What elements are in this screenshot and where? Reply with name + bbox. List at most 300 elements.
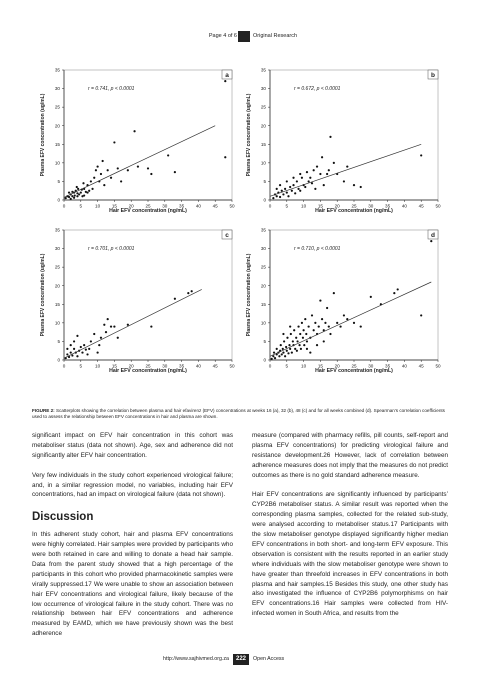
scatter-panel-d xyxy=(242,226,444,374)
figure-caption xyxy=(32,408,452,421)
data-point xyxy=(313,169,315,171)
data-point xyxy=(113,141,115,143)
x-tick-label: 5 xyxy=(79,363,83,369)
y-axis-label: Plasma EFV concentration (ug/mL) xyxy=(246,93,252,177)
data-point xyxy=(282,351,284,353)
y-tick-label: 30 xyxy=(54,86,60,92)
data-point xyxy=(346,165,348,167)
page-number-label: Page 4 of 6 xyxy=(208,33,237,39)
y-tick-label: 25 xyxy=(260,104,266,110)
data-point xyxy=(286,180,288,182)
y-tick-label: 15 xyxy=(260,141,266,147)
y-tick-label: 35 xyxy=(260,67,266,73)
correlation-annotation: r = 0.701, p < 0.0001 xyxy=(88,246,135,252)
x-tick-label: 35 xyxy=(385,363,391,369)
y-tick-label: 25 xyxy=(260,264,266,270)
data-point xyxy=(321,318,323,320)
correlation-annotation: r = 0.710, p < 0.0001 xyxy=(294,246,341,252)
data-point xyxy=(80,191,82,193)
x-tick-label: 0 xyxy=(268,203,272,209)
data-point xyxy=(303,344,305,346)
scatter-panel-a xyxy=(36,66,238,214)
y-tick-label: 0 xyxy=(57,197,60,203)
data-point xyxy=(120,180,122,182)
data-point xyxy=(90,340,92,342)
y-tick-label: 30 xyxy=(260,86,266,92)
data-point xyxy=(279,184,281,186)
data-point xyxy=(292,177,294,179)
x-tick-label: 45 xyxy=(418,203,424,209)
data-point xyxy=(71,354,73,356)
data-point xyxy=(328,169,330,171)
y-axis-label: Plasma EFV concentration (ug/mL) xyxy=(40,253,46,337)
data-point xyxy=(281,353,283,355)
data-point xyxy=(329,333,331,335)
data-point xyxy=(91,188,93,190)
data-point xyxy=(302,337,304,339)
x-tick-label: 0 xyxy=(62,363,66,369)
y-tick-label: 15 xyxy=(54,301,60,307)
data-point xyxy=(316,165,318,167)
data-point xyxy=(289,348,291,350)
x-tick-label: 5 xyxy=(285,363,289,369)
data-point xyxy=(311,314,313,316)
x-tick-label: 10 xyxy=(301,203,307,209)
y-tick-label: 5 xyxy=(263,339,266,345)
x-tick-label: 45 xyxy=(212,203,218,209)
y-tick-label: 20 xyxy=(260,283,266,289)
data-point xyxy=(76,335,78,337)
x-tick-label: 30 xyxy=(368,203,374,209)
data-point xyxy=(297,325,299,327)
data-point xyxy=(360,186,362,188)
data-point xyxy=(78,193,80,195)
x-axis-label: Hair EFV concentration (ng/mL) xyxy=(109,208,187,214)
y-tick-label: 5 xyxy=(263,179,266,185)
data-point xyxy=(68,196,70,198)
data-point xyxy=(71,191,73,193)
data-point xyxy=(137,165,139,167)
data-point xyxy=(276,188,278,190)
data-point xyxy=(304,186,306,188)
y-tick-label: 5 xyxy=(57,179,60,185)
paragraph: Very few individuals in the study cohort experienced virological failure; and, in a similar regression model, no variables, including hair EFV concentrations, had an impact on virological failure (data not shown). xyxy=(32,471,233,499)
regression-line xyxy=(270,144,421,196)
data-point xyxy=(81,351,83,353)
figure-label: FIGURE 2: xyxy=(32,408,55,413)
data-point xyxy=(76,195,78,197)
data-point xyxy=(85,349,87,351)
data-point xyxy=(321,156,323,158)
data-point xyxy=(316,344,318,346)
data-point xyxy=(73,340,75,342)
data-point xyxy=(105,331,107,333)
x-axis-label: Hair EFV concentration (ng/mL) xyxy=(315,368,393,374)
x-tick-label: 25 xyxy=(145,363,151,369)
x-tick-label: 10 xyxy=(95,203,101,209)
x-tick-label: 5 xyxy=(79,203,83,209)
y-tick-label: 0 xyxy=(57,357,60,363)
scatter-plot-b xyxy=(242,66,444,214)
y-tick-label: 0 xyxy=(263,357,266,363)
data-point xyxy=(308,180,310,182)
data-point xyxy=(290,333,292,335)
paragraph: measure (compared with pharmacy refills, pill counts, self-report and plasma EFV concentrations) for predicting virological failure and resistance development.26 However, lack of correlation between adherence measures does not imply that the measures do not predict outcomes as there is no gold standard adherence measure. xyxy=(252,432,448,479)
data-point xyxy=(306,171,308,173)
x-tick-label: 45 xyxy=(212,363,218,369)
data-point xyxy=(309,351,311,353)
x-tick-label: 0 xyxy=(268,363,272,369)
data-point xyxy=(328,325,330,327)
data-point xyxy=(274,357,276,359)
y-axis-label: Plasma EFV concentration (ug/mL) xyxy=(246,253,252,337)
data-point xyxy=(281,190,283,192)
x-tick-label: 25 xyxy=(351,203,357,209)
x-tick-label: 25 xyxy=(351,363,357,369)
data-point xyxy=(271,358,273,360)
correlation-annotation: r = 0.741, p < 0.0001 xyxy=(88,86,135,92)
data-point xyxy=(103,184,105,186)
data-point xyxy=(306,348,308,350)
data-point xyxy=(353,184,355,186)
data-point xyxy=(286,337,288,339)
data-point xyxy=(283,340,285,342)
data-point xyxy=(77,188,79,190)
data-point xyxy=(280,344,282,346)
data-point xyxy=(93,177,95,179)
data-point xyxy=(293,329,295,331)
x-tick-label: 0 xyxy=(62,203,66,209)
data-point xyxy=(285,346,287,348)
page-number: 222 xyxy=(233,654,249,665)
data-point xyxy=(86,353,88,355)
x-tick-label: 15 xyxy=(111,203,117,209)
x-tick-label: 30 xyxy=(162,363,168,369)
data-point xyxy=(73,348,75,350)
data-point xyxy=(291,190,293,192)
data-point xyxy=(133,130,135,132)
data-point xyxy=(308,325,310,327)
data-point xyxy=(296,340,298,342)
scatter-plot-a xyxy=(36,66,238,214)
data-point xyxy=(150,173,152,175)
data-point xyxy=(336,322,338,324)
paragraph: significant impact on EFV hair concentration in this cohort was metaboliser status (data not shown). Age, sex and adherence did not significantly alter EFV hair concentration. xyxy=(32,432,233,459)
data-point xyxy=(86,191,88,193)
data-point xyxy=(288,344,290,346)
data-point xyxy=(76,355,78,357)
data-point xyxy=(95,169,97,171)
panel-letter: d xyxy=(431,232,435,239)
x-tick-label: 30 xyxy=(368,363,374,369)
x-tick-label: 10 xyxy=(301,363,307,369)
data-point xyxy=(88,190,90,192)
data-point xyxy=(309,177,311,179)
data-point xyxy=(284,188,286,190)
y-tick-label: 20 xyxy=(54,123,60,129)
data-point xyxy=(294,348,296,350)
data-point xyxy=(276,195,278,197)
data-point xyxy=(102,160,104,162)
data-point xyxy=(326,307,328,309)
data-point xyxy=(299,333,301,335)
data-point xyxy=(117,167,119,169)
data-point xyxy=(187,292,189,294)
data-point xyxy=(339,325,341,327)
data-point xyxy=(191,290,193,292)
panel-letter: b xyxy=(431,72,435,79)
data-point xyxy=(273,351,275,353)
x-tick-label: 35 xyxy=(385,203,391,209)
data-point xyxy=(286,350,288,352)
x-tick-label: 50 xyxy=(229,363,235,369)
y-tick-label: 25 xyxy=(54,104,60,110)
data-point xyxy=(292,184,294,186)
regression-line xyxy=(270,282,431,356)
data-point xyxy=(100,337,102,339)
x-axis-label: Hair EFV concentration (ng/mL) xyxy=(315,208,393,214)
figure-caption-text: Scatterplots showing the correlation between plasma and hair efavirenz (EFV) concentrations at weeks 16 (a), 32 (b), 48 (c) and for all weeks combined (d). Spearman’s correlation coefficients used to assess the relationship between EFV concentrations in hair and plasma are shown. xyxy=(32,408,445,420)
data-point xyxy=(311,182,313,184)
data-point xyxy=(276,348,278,350)
data-point xyxy=(319,173,321,175)
x-tick-label: 50 xyxy=(229,203,235,209)
x-tick-label: 5 xyxy=(285,203,289,209)
data-point xyxy=(323,340,325,342)
data-point xyxy=(82,182,84,184)
right-column xyxy=(252,431,448,629)
paragraph: In this adherent study cohort, hair and plasma EFV concentrations were highly correlated. Hair samples were provided by participants who were both retained in care and willing to donate a head hair sample. Data from the parent study showed that a high percentage of the participants in this cohort who provided pharmacokinetic samples were virally suppressed.17 We were unable to show an association between hair EFV concentrations and virological failure, likely because of the low occurrence of virological failure in the study cohort. There was no relationship between hair EFV concentrations and adherence measured by EAMD, which we have previously shown was the best adherence xyxy=(32,531,233,638)
data-point xyxy=(224,156,226,158)
paragraph: Hair EFV concentrations are significantly influenced by participants’ CYP2B6 metaboliser status. A similar result was reported when the corresponding plasma samples, collected for the related sub-study, were analysed according to metaboliser status.17 Participants with the slow metaboliser genotype displayed significantly higher median EFV concentrations in both short- and long-term EFV exposure. This observation is consistent with the results reported in an earlier study where individuals with the slow metaboliser genotype were shown to have greater than threefold increases in EFV concentrations in both plasma and hair samples.15 Besides this study, one other study has also investigated the influence of CYP2B6 polymorphisms on hair EFV concentrations.16 Hair samples were collected from HIV-infected women in South Africa, and results from the xyxy=(252,491,448,618)
x-axis-label: Hair EFV concentration (ng/mL) xyxy=(109,368,187,374)
y-tick-label: 20 xyxy=(260,123,266,129)
x-tick-label: 50 xyxy=(435,203,441,209)
data-point xyxy=(291,351,293,353)
data-point xyxy=(66,348,68,350)
data-point xyxy=(420,154,422,156)
data-point xyxy=(420,314,422,316)
panel-letter: c xyxy=(225,232,229,239)
x-tick-label: 35 xyxy=(179,363,185,369)
data-point xyxy=(286,191,288,193)
data-point xyxy=(360,325,362,327)
data-point xyxy=(74,194,76,196)
header-marker xyxy=(238,31,250,42)
data-point xyxy=(66,353,68,355)
x-tick-label: 15 xyxy=(317,203,323,209)
data-point xyxy=(298,344,300,346)
data-point xyxy=(289,186,291,188)
data-point xyxy=(110,325,112,327)
x-tick-label: 40 xyxy=(195,203,201,209)
data-point xyxy=(343,314,345,316)
y-axis-label: Plasma EFV concentration (ug/mL) xyxy=(40,93,46,177)
data-point xyxy=(299,173,301,175)
x-tick-label: 50 xyxy=(435,363,441,369)
data-point xyxy=(301,177,303,179)
data-point xyxy=(93,333,95,335)
data-point xyxy=(282,348,284,350)
data-point xyxy=(98,344,100,346)
y-tick-label: 10 xyxy=(54,320,60,326)
data-point xyxy=(370,296,372,298)
y-tick-label: 20 xyxy=(54,283,60,289)
data-point xyxy=(278,355,280,357)
data-point xyxy=(70,198,72,200)
data-point xyxy=(73,197,75,199)
data-point xyxy=(296,350,298,352)
left-column xyxy=(32,431,233,649)
x-tick-label: 25 xyxy=(145,203,151,209)
x-tick-label: 20 xyxy=(334,363,340,369)
scatter-plot-c xyxy=(36,226,238,374)
y-tick-label: 30 xyxy=(54,246,60,252)
data-point xyxy=(97,351,99,353)
data-point xyxy=(272,355,274,357)
data-point xyxy=(107,169,109,171)
data-point xyxy=(65,197,67,199)
data-point xyxy=(299,190,301,192)
page-header xyxy=(0,31,480,43)
panel-letter: a xyxy=(225,72,229,79)
data-point xyxy=(224,80,226,82)
x-tick-label: 10 xyxy=(95,363,101,369)
x-tick-label: 20 xyxy=(334,203,340,209)
x-tick-label: 15 xyxy=(317,363,323,369)
x-tick-label: 40 xyxy=(401,203,407,209)
data-point xyxy=(174,298,176,300)
y-tick-label: 15 xyxy=(260,301,266,307)
data-point xyxy=(393,292,395,294)
x-tick-label: 20 xyxy=(128,363,134,369)
data-point xyxy=(329,136,331,138)
data-point xyxy=(90,180,92,182)
data-point xyxy=(289,325,291,327)
data-point xyxy=(323,184,325,186)
data-point xyxy=(300,348,302,350)
data-point xyxy=(353,322,355,324)
scatter-panel-b xyxy=(242,66,444,214)
scatter-plot-d xyxy=(242,226,444,374)
journal-url-link[interactable]: http://www.sajhivmed.org.za xyxy=(163,656,229,662)
data-point xyxy=(314,322,316,324)
data-point xyxy=(324,322,326,324)
data-point xyxy=(76,186,78,188)
data-point xyxy=(272,197,274,199)
y-tick-label: 25 xyxy=(54,264,60,270)
section-label: Original Research xyxy=(253,33,298,39)
data-point xyxy=(296,180,298,182)
x-tick-label: 35 xyxy=(179,203,185,209)
y-tick-label: 10 xyxy=(260,160,266,166)
data-point xyxy=(83,344,85,346)
data-point xyxy=(174,171,176,173)
data-point xyxy=(279,196,281,198)
data-point xyxy=(110,177,112,179)
y-tick-label: 15 xyxy=(54,141,60,147)
regression-line xyxy=(64,289,202,358)
data-point xyxy=(294,192,296,194)
data-point xyxy=(306,340,308,342)
y-tick-label: 10 xyxy=(54,160,60,166)
data-point xyxy=(103,324,105,326)
y-tick-label: 35 xyxy=(260,227,266,233)
data-point xyxy=(297,188,299,190)
data-point xyxy=(117,337,119,339)
page-footer xyxy=(0,654,480,666)
data-point xyxy=(287,195,289,197)
data-point xyxy=(167,154,169,156)
data-point xyxy=(127,169,129,171)
data-point xyxy=(397,288,399,290)
data-point xyxy=(287,352,289,354)
regression-line xyxy=(64,126,215,198)
data-point xyxy=(430,240,432,242)
x-tick-label: 40 xyxy=(195,363,201,369)
x-tick-label: 20 xyxy=(128,203,134,209)
data-point xyxy=(127,324,129,326)
y-tick-label: 35 xyxy=(54,67,60,73)
x-tick-label: 40 xyxy=(401,363,407,369)
data-point xyxy=(314,188,316,190)
data-point xyxy=(68,191,70,193)
x-tick-label: 30 xyxy=(162,203,168,209)
y-tick-label: 35 xyxy=(54,227,60,233)
data-point xyxy=(71,195,73,197)
data-point xyxy=(319,299,321,301)
data-point xyxy=(70,344,72,346)
correlation-annotation: r = 0.672, p < 0.0001 xyxy=(294,86,341,92)
data-point xyxy=(343,180,345,182)
data-point xyxy=(313,329,315,331)
y-tick-label: 30 xyxy=(260,246,266,252)
y-tick-label: 5 xyxy=(57,339,60,345)
data-point xyxy=(113,325,115,327)
data-point xyxy=(292,340,294,342)
data-point xyxy=(301,322,303,324)
data-point xyxy=(303,329,305,331)
data-point xyxy=(150,325,152,327)
y-tick-label: 10 xyxy=(260,320,266,326)
scatter-panel-c xyxy=(36,226,238,374)
data-point xyxy=(295,337,297,339)
data-point xyxy=(83,194,85,196)
data-point xyxy=(333,162,335,164)
y-tick-label: 0 xyxy=(263,197,266,203)
data-point xyxy=(346,318,348,320)
data-point xyxy=(282,333,284,335)
data-point xyxy=(97,165,99,167)
data-point xyxy=(304,318,306,320)
data-point xyxy=(147,167,149,169)
data-point xyxy=(80,346,82,348)
data-point xyxy=(70,351,72,353)
data-point xyxy=(333,292,335,294)
data-point xyxy=(282,193,284,195)
data-point xyxy=(326,173,328,175)
open-access-label: Open Access xyxy=(253,656,285,662)
section-heading: Discussion xyxy=(32,511,94,524)
x-tick-label: 45 xyxy=(418,363,424,369)
data-point xyxy=(88,348,90,350)
data-point xyxy=(318,325,320,327)
data-point xyxy=(107,318,109,320)
data-point xyxy=(305,333,307,335)
data-point xyxy=(100,173,102,175)
data-point xyxy=(284,355,286,357)
x-tick-label: 15 xyxy=(111,363,117,369)
